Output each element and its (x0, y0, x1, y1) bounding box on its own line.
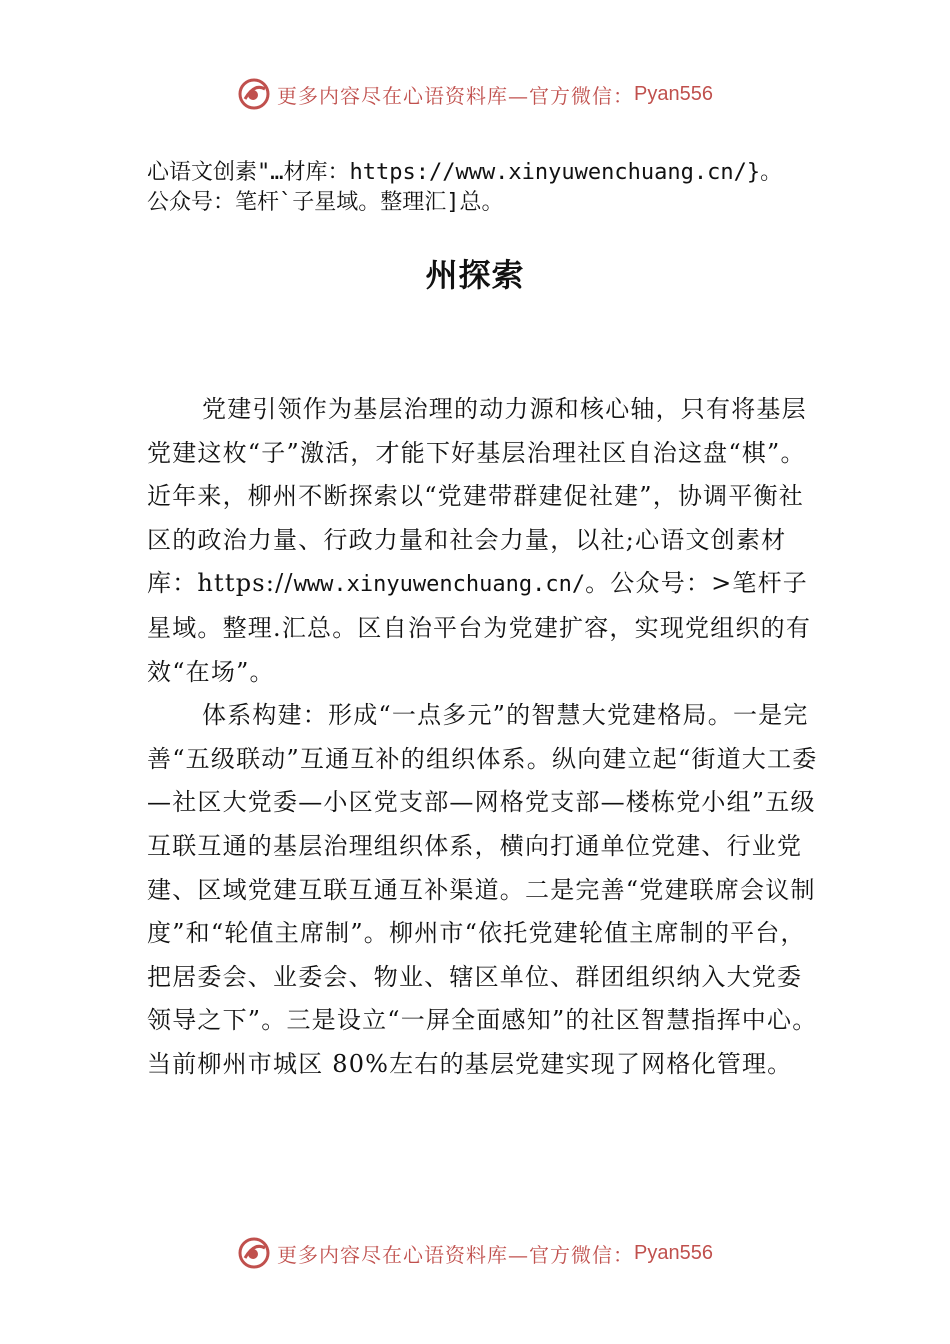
paragraph-1-url: www.xinyuwenchuang.cn/ (293, 572, 586, 598)
header-note-line-2: 公众号：笔杆`子星域。整理汇]总。 (147, 190, 504, 215)
watermark-text: 更多内容尽在心语资料库—官方微信： (277, 1242, 635, 1267)
article-body (147, 388, 827, 1087)
watermark-text: 更多内容尽在心语资料库—官方微信： (277, 83, 635, 108)
paragraph-1 (147, 388, 827, 694)
watermark-banner-bottom (0, 1233, 950, 1273)
paragraph-2: 体系构建：形成“一点多元”的智慧大党建格局。一是完善“五级联动”互通互补的组织体系。纵向建立起“街道大工委—社区大党委—小区党支部—网格党支部—楼栋党小组”五级互联互通的基层治理组织体系，横向打通单位党建、行业党建、区域党建互联互通互补渠道。二是完善“党建联席会议制度”和“轮值主席制”。柳州市“依托党建轮值主席制的平台，把居委会、业委会、物业、辖区单位、群团组织纳入大党委领导之下”。三是设立“一屏全面感知”的社区智慧指挥中心。当前柳州市城区 80%左右的基层党建实现了网格化管理。 (147, 701, 818, 1078)
brand-logo-icon (237, 77, 271, 111)
paragraph-1-part-a: 党建引领作为基层治理的动力源和核心轴，只有将基层党建这枚“子”激活，才能下好基层治理社区自治这盘“棋”。近年来，柳州不断探索以“党建带群建促社建”，协调平衡社区的政治力量、行政力量和社会力量，以社;心语文创素材库：https:// (147, 395, 807, 598)
header-note-line-1: 心语文创素"…材库：https://www.xinyuwenchuang.cn/}。 (147, 160, 783, 185)
paragraph-1-part-c: 。公众号：>笔杆子星域。整理.汇总。区自治平台为党建扩容，实现党组织的有效“在场”。 (147, 569, 812, 686)
page-title: 州探索 (425, 256, 525, 294)
watermark-wechat-id: Pyan556 (634, 82, 713, 105)
watermark-banner-top (0, 74, 950, 114)
header-note (147, 158, 867, 218)
watermark-wechat-id: Pyan556 (634, 1241, 713, 1264)
brand-logo-icon (237, 1236, 271, 1270)
